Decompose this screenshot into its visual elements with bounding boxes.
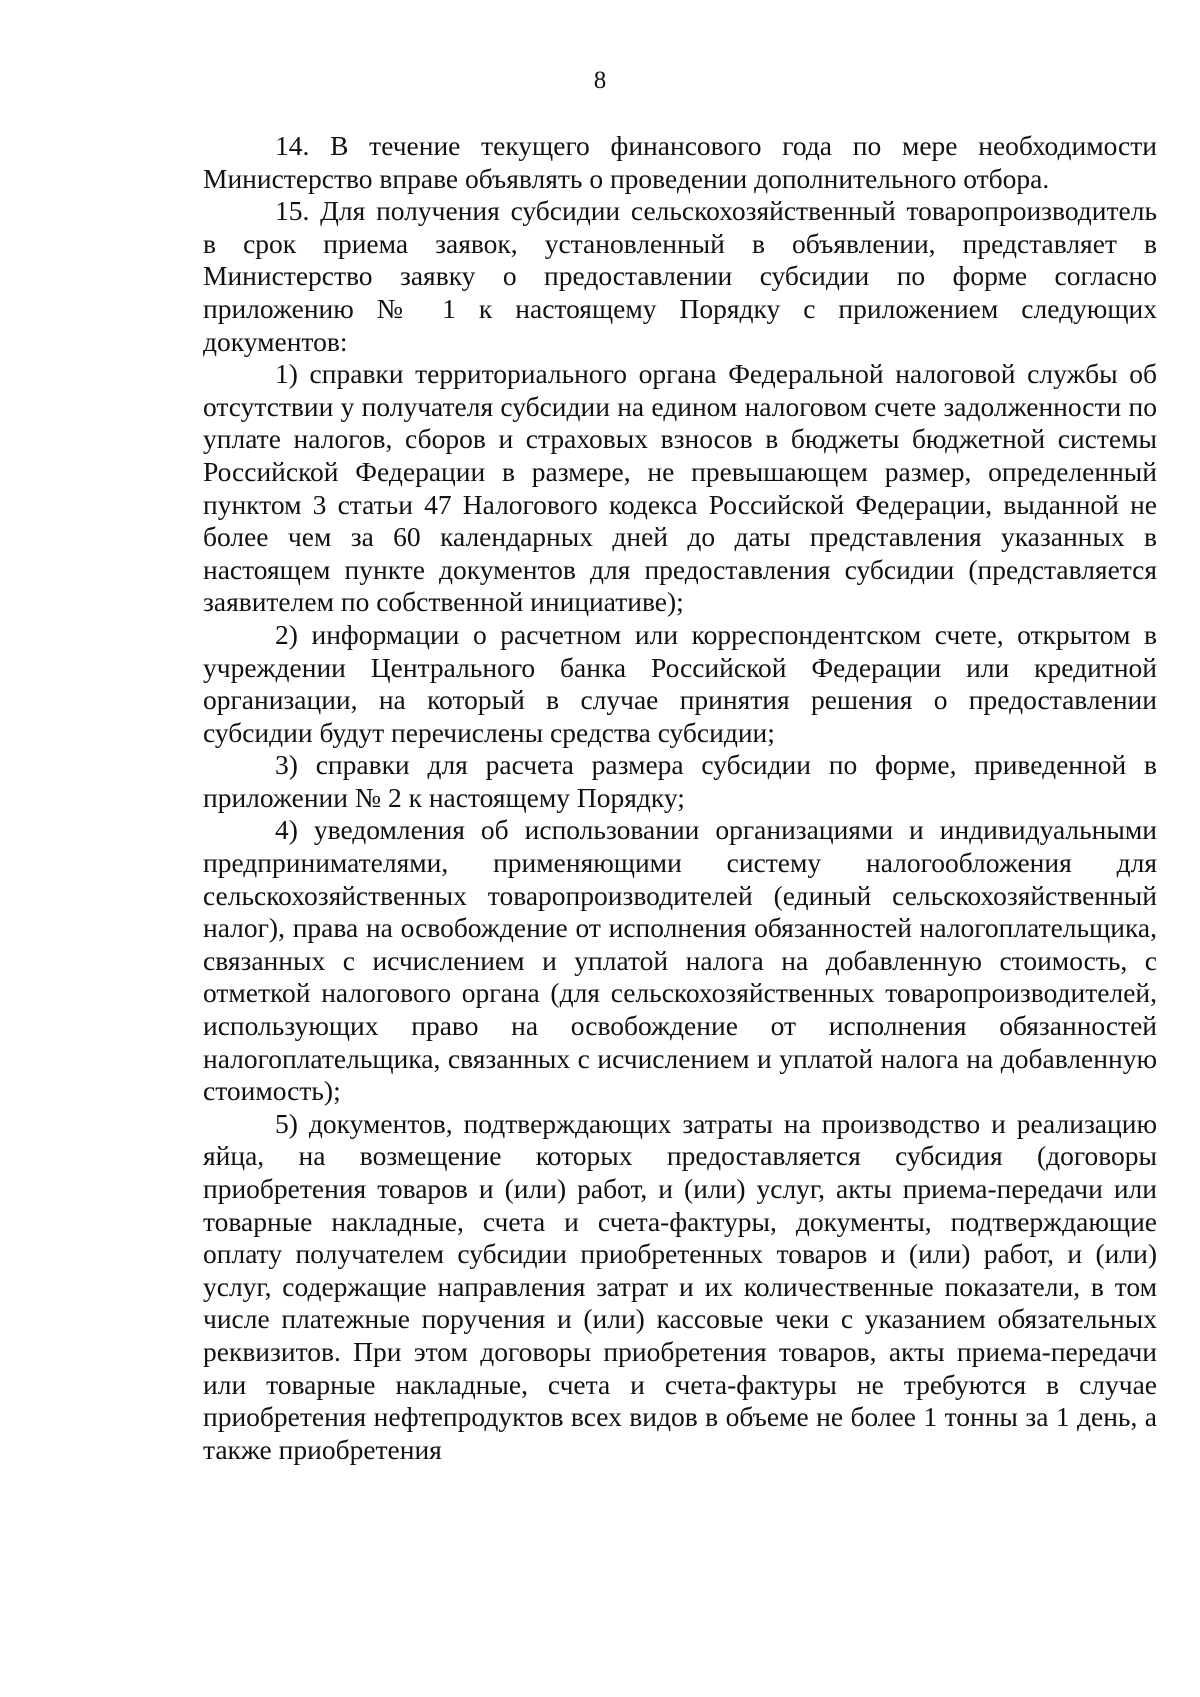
page-number: 8 xyxy=(593,67,607,94)
list-item-2: 2) информации о расчетном или корреспондентском счете, открытом в учреждении Центрального банка Российской Федерации или кредитной организации, на который в случае принятия решения о предоставлении субсидии будут перечислены средства субсидии; xyxy=(203,618,1157,748)
list-item-1: 1) справки территориального органа Федеральной налоговой службы об отсутствии у получателя субсидии на едином налоговом счете задолженности по уплате налогов, сборов и страховых взносов в бюджеты бюджетной системы Российской Федерации в размере, не превышающем размер, определенный пунктом 3 статьи 47 Налогового кодекса Российской Федерации, выданной не более чем за 60 календарных дней до даты представления указанных в настоящем пункте документов для предоставления субсидии (представляется заявителем по собственной инициативе); xyxy=(203,358,1157,618)
list-item-3: 3) справки для расчета размера субсидии по форме, приведенной в приложении № 2 к настоящему Порядку; xyxy=(203,749,1157,813)
paragraph-14: 14. В течение текущего финансового года по мере необходимости Министерство вправе объявлять о проведении дополнительного отбора. xyxy=(203,130,1157,194)
list-item-5: 5) документов, подтверждающих затраты на производство и реализацию яйца, на возмещение которых предоставляется субсидия (договоры приобретения товаров и (или) работ, и (или) услуг, акты приема-передачи или товарные накладные, счета и счета-фактуры, документы, подтверждающие оплату получателем субсидии приобретенных товаров и (или) работ, и (или) услуг, содержащие направления затрат и их количественные показатели, в том числе платежные поручения и (или) кассовые чеки с указанием обязательных реквизитов. При этом договоры приобретения товаров, акты приема-передачи или товарные накладные, счета и счета-фактуры не требуются в случае приобретения нефтепродуктов всех видов в объеме не более 1 тонны за 1 день, а также приобретения xyxy=(203,1107,1157,1465)
list-item-4: 4) уведомления об использовании организациями и индивидуальными предпринимателями, применяющими систему налогообложения для сельскохозяйственных товаропроизводителей (единый сельскохозяйственный налог), права на освобождение от исполнения обязанностей налогоплательщика, связанных с исчислением и уплатой налога на добавленную стоимость, с отметкой налогового органа (для сельскохозяйственных товаропроизводителей, использующих право на освобождение от исполнения обязанностей налогоплательщика, связанных с исчислением и уплатой налога на добавленную стоимость); xyxy=(203,814,1157,1107)
document-body xyxy=(203,130,1157,1466)
paragraph-15: 15. Для получения субсидии сельскохозяйственный товаропроизводитель в срок приема заявок, установленный в объявлении, представляет в Министерство заявку о предоставлении субсидии по форме согласно приложению № 1 к настоящему Порядку с приложением следующих документов: xyxy=(203,195,1157,357)
